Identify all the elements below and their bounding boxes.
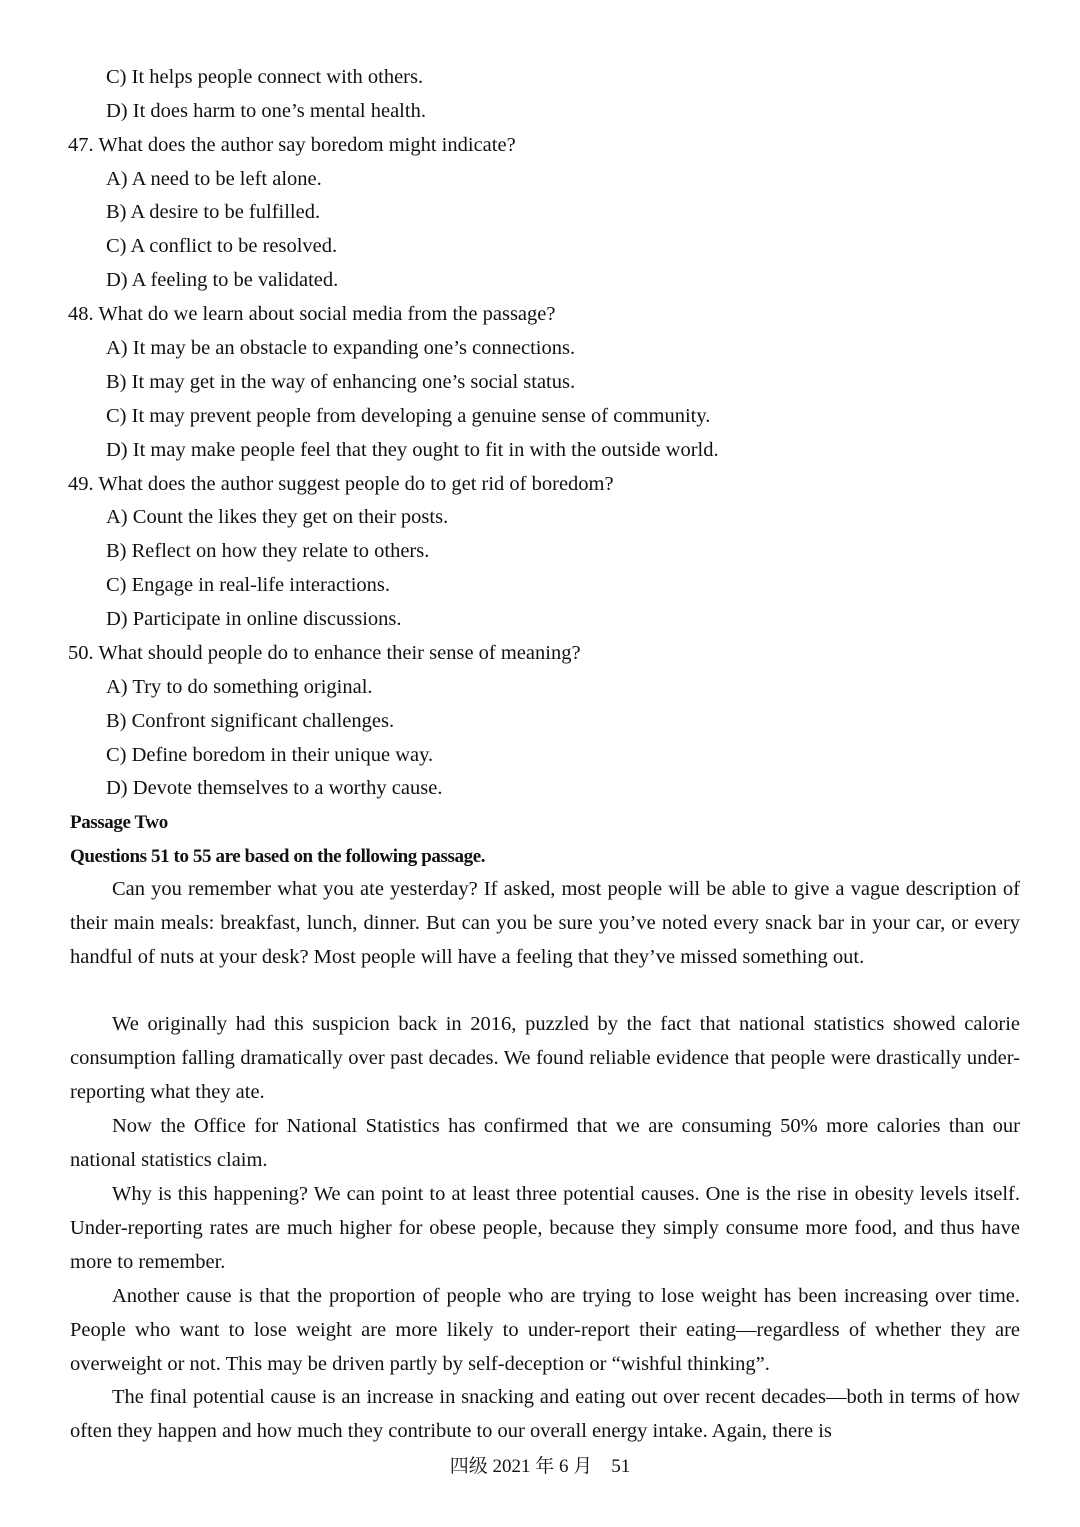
q50-option-b: B) Confront significant challenges. [106, 710, 395, 732]
q50-option-d: D) Devote themselves to a worthy cause. [106, 777, 443, 799]
q50-option-c: C) Define boredom in their unique way. [106, 744, 434, 766]
passage-paragraph: The final potential cause is an increase in snacking and eating out over recent decades—both in terms of how often they happen and how much they contribute to our overall energy intake. Again, there is [70, 1386, 1020, 1442]
page-number: 51 [611, 1456, 631, 1477]
question-48: 48. What do we learn about social media from the passage? [68, 303, 556, 325]
q47-option-a: A) A need to be left alone. [106, 168, 322, 190]
q47-option-d: D) A feeling to be validated. [106, 269, 339, 291]
q47-option-b: B) A desire to be fulfilled. [106, 201, 321, 223]
page-footer [0, 1454, 1080, 1480]
passage-paragraph: Why is this happening? We can point to at least three potential causes. One is the rise in obesity levels itself. Under-reporting rates are much higher for obese people, because they simply consume more food, and thus have more to remember. [70, 1183, 1020, 1273]
q49-option-b: B) Reflect on how they relate to others. [106, 540, 430, 562]
q48-option-d: D) It may make people feel that they ought to fit in with the outside world. [106, 439, 719, 461]
passage-paragraph: Can you remember what you ate yesterday? If asked, most people will be able to give a vague description of their main meals: breakfast, lunch, dinner. But can you be sure you’ve noted every snack bar in your car, or every handful of nuts at your desk? Most people will have a feeling that they’ve missed something out. [70, 878, 1020, 968]
exam-label: 四级 2021 年 6 月 [449, 1456, 593, 1477]
q48-option-a: A) It may be an obstacle to expanding one’s connections. [106, 337, 576, 359]
q46-option-c: C) It helps people connect with others. [106, 66, 424, 88]
passage-paragraph: Another cause is that the proportion of people who are trying to lose weight has been increasing over time. People who want to lose weight are more likely to under-report their eating—regardless of whether they are overweight or not. This may be driven partly by self-deception or “wishful thinking”. [70, 1285, 1020, 1375]
passage-paragraph: Now the Office for National Statistics has confirmed that we are consuming 50% more calories than our national statistics claim. [70, 1115, 1020, 1171]
q48-option-b: B) It may get in the way of enhancing one’s social status. [106, 371, 576, 393]
passage-title: Passage Two [70, 812, 168, 833]
passage-paragraph: We originally had this suspicion back in 2016, puzzled by the fact that national statistics showed calorie consumption falling dramatically over past decades. We found reliable evidence that people were drastically under-reporting what they ate. [70, 1013, 1020, 1103]
q47-option-c: C) A conflict to be resolved. [106, 235, 338, 257]
passage-instruction: Questions 51 to 55 are based on the following passage. [70, 846, 486, 867]
q49-option-a: A) Count the likes they get on their posts. [106, 506, 449, 528]
question-50: 50. What should people do to enhance their sense of meaning? [68, 642, 581, 664]
question-49: 49. What does the author suggest people do to get rid of boredom? [68, 473, 614, 495]
question-47: 47. What does the author say boredom might indicate? [68, 134, 516, 156]
q50-option-a: A) Try to do something original. [106, 676, 373, 698]
q49-option-c: C) Engage in real-life interactions. [106, 574, 391, 596]
q48-option-c: C) It may prevent people from developing a genuine sense of community. [106, 405, 711, 427]
q49-option-d: D) Participate in online discussions. [106, 608, 402, 630]
q46-option-d: D) It does harm to one’s mental health. [106, 100, 426, 122]
